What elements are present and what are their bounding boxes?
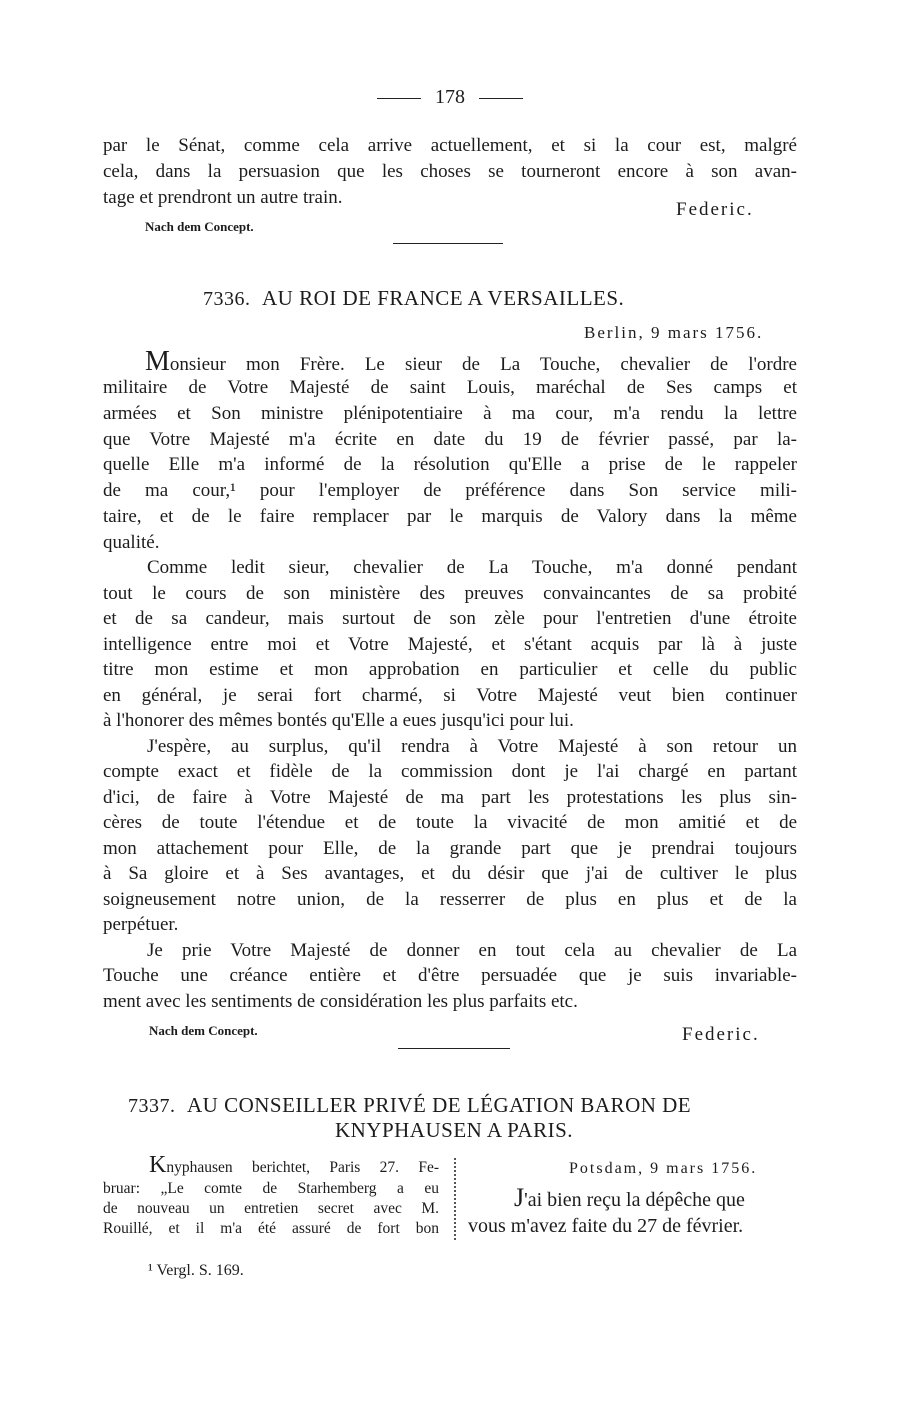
letter-text-line: qualité. — [103, 532, 160, 553]
letter-text-line: titre mon estime et mon approbation en particulier et celle du public — [103, 659, 797, 680]
page-number-text: 178 — [435, 86, 465, 108]
page-number-dash-right — [479, 98, 523, 99]
source-note: Nach dem Concept. — [145, 219, 254, 234]
letter-text-line: vous m'avez faite du 27 de février. — [468, 1215, 744, 1237]
letter-text-line: compte exact et fidèle de la commission dont je l'ai chargé en partant — [103, 761, 797, 782]
letter-text-line: taire, et de le faire remplacer par le marquis de Valory dans la même — [103, 506, 797, 527]
letter-text-line: J'espère, au surplus, qu'il rendra à Votre Majesté à son retour un — [147, 736, 797, 757]
summary-line: de nouveau un entretien secret avec M. — [103, 1200, 439, 1217]
continuation-line: cela, dans la persuasion que les choses se tourneront encore à son avan- — [103, 161, 797, 182]
letter-text-line: perpétuer. — [103, 914, 179, 935]
letter-title-continued: KNYPHAUSEN A PARIS. — [334, 1118, 574, 1142]
letter-text-line: ment avec les sentiments de considération les plus parfaits etc. — [103, 991, 578, 1012]
letter-heading — [128, 1093, 691, 1118]
continuation-line: par le Sénat, comme cela arrive actuellement, et si la cour est, malgré — [103, 135, 797, 156]
letter-text-line: cères de toute l'étendue et de toute la vivacité de mon amitié et de — [103, 812, 797, 833]
column-separator — [454, 1158, 456, 1240]
summary-initial: K — [149, 1152, 167, 1178]
letter-text-line: en général, je serai fort charmé, si Votre Majesté veut bien continuer — [103, 685, 797, 706]
opening-initial: M — [145, 346, 170, 377]
source-note: Nach dem Concept. — [149, 1023, 258, 1038]
summary-line: bruar: „Le comte de Starhemberg a eu — [103, 1180, 439, 1197]
letter-text-line: J'ai bien reçu la dépêche que — [514, 1183, 745, 1212]
signature: Federic. — [682, 1024, 760, 1045]
letter-text-line: d'ici, de faire à Votre Majesté de ma part les protestations les plus sin- — [103, 787, 797, 808]
letter-heading — [203, 286, 624, 311]
letter-text-line: tout le cours de son ministère des preuves convaincantes de sa probité — [103, 583, 797, 604]
continuation-line: tage et prendront un autre train. — [103, 187, 343, 208]
signature: Federic. — [676, 199, 754, 220]
letter-text-line: de ma cour,¹ pour l'employer de préférence dans Son service mili- — [103, 480, 797, 501]
letter-text-line: Touche une créance entière et d'être persuadée que je suis invariable- — [103, 965, 797, 986]
summary-line: Knyphausen berichtet, Paris 27. Fe- — [149, 1152, 439, 1178]
letter-text-line: que Votre Majesté m'a écrite en date du 19 de février passé, par la- — [103, 429, 797, 450]
letter-text-line: Comme ledit sieur, chevalier de La Touche, m'a donné pendant — [147, 557, 797, 578]
summary-line: Rouillé, et il m'a été assuré de fort bon — [103, 1220, 439, 1237]
letter-text-line: militaire de Votre Majesté de saint Louis, maréchal de Ses camps et — [103, 377, 797, 398]
section-divider — [393, 243, 503, 244]
letter-text-line: quelle Elle m'a informé de la résolution qu'Elle a prise de le rappeler — [103, 454, 797, 475]
text-initial: J — [514, 1183, 525, 1212]
letter-number: 7336. — [203, 288, 251, 310]
section-divider — [398, 1048, 510, 1049]
letter-number: 7337. — [128, 1095, 176, 1117]
letter-text-line: à l'honorer des mêmes bontés qu'Elle a eues jusqu'ici pour lui. — [103, 710, 574, 731]
letter-title: AU CONSEILLER PRIVÉ DE LÉGATION BARON DE — [187, 1093, 692, 1117]
letter-text-line: à Sa gloire et à Ses avantages, et du désir que j'ai de cultiver le plus — [103, 863, 797, 884]
dateline: Berlin, 9 mars 1756. — [584, 323, 764, 342]
letter-text-line: et de sa candeur, mais surtout de son zèle pour l'entretien d'une étroite — [103, 608, 797, 629]
page-number-dash-left — [377, 98, 421, 99]
letter-title: AU ROI DE FRANCE A VERSAILLES. — [262, 286, 625, 310]
footnote: ¹ Vergl. S. 169. — [148, 1262, 244, 1279]
page-number — [0, 86, 900, 109]
letter-text-line: intelligence entre moi et Votre Majesté, et s'étant acquis par là à juste — [103, 634, 797, 655]
letter-text-line: Monsieur mon Frère. Le sieur de La Touche, chevalier de l'ordre — [145, 346, 797, 377]
letter-text-line: armées et Son ministre plénipotentiaire à ma cour, m'a rendu la lettre — [103, 403, 797, 424]
letter-text-line: soigneusement notre union, de la resserrer de plus en plus et de la — [103, 889, 797, 910]
dateline: Potsdam, 9 mars 1756. — [569, 1160, 758, 1177]
letter-text-line: Je prie Votre Majesté de donner en tout cela au chevalier de La — [147, 940, 797, 961]
letter-text-line: mon attachement pour Elle, de la grande part que je prendrai toujours — [103, 838, 797, 859]
